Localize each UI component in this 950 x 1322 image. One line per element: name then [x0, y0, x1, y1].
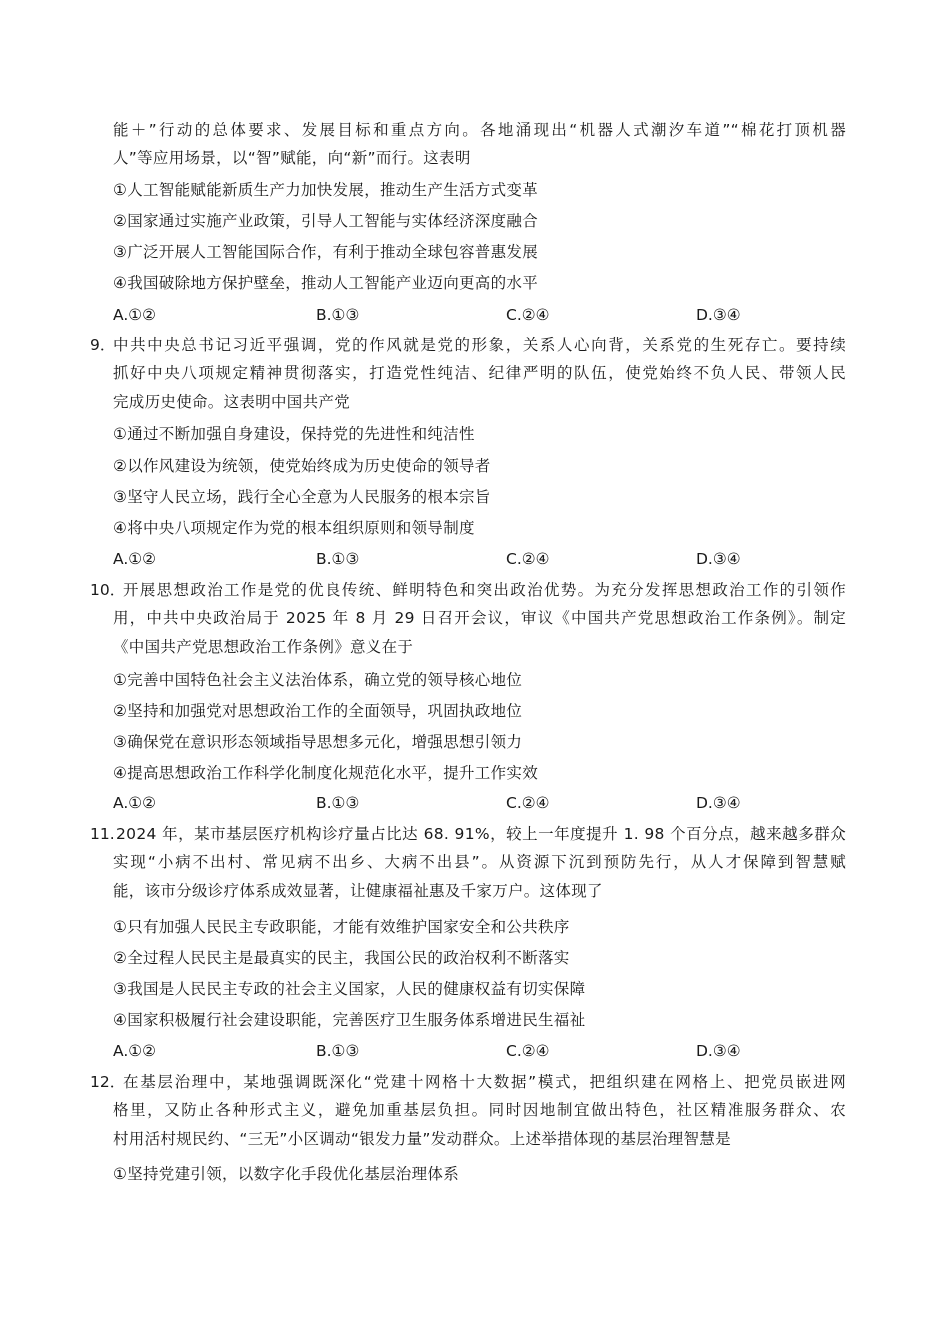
q9-option-b: B.①③	[316, 550, 360, 568]
q9-stem-line-1: 中共中央总书记习近平强调，党的作风就是党的形象，关系人心向背，关系党的生死存亡。要持续	[113, 336, 846, 354]
q11-option-d: D.③④	[696, 1042, 741, 1060]
q12-number: 12．	[90, 1073, 126, 1091]
q10-item-3: ③确保党在意识形态领域指导思想多元化，增强思想引领力	[113, 733, 523, 751]
q9-option-d: D.③④	[696, 550, 741, 568]
q11-option-b: B.①③	[316, 1042, 360, 1060]
q12-stem-line-3: 村用活村规民约、“三无”小区调动“银发力量”发动群众。上述举措体现的基层治理智慧是	[113, 1130, 731, 1148]
q10-stem-line-2: 用，中共中央政治局于 2025 年 8 月 29 日召开会议，审议《中国共产党思想政治工作条例》。制定	[113, 609, 846, 627]
q11-number: 11.	[90, 825, 115, 843]
q9-item-3: ③坚守人民立场，践行全心全意为人民服务的根本宗旨	[113, 488, 491, 506]
q8-option-c: C.②④	[506, 306, 550, 324]
q9-stem-line-3: 完成历史使命。这表明中国共产党	[113, 393, 351, 411]
q8-option-d: D.③④	[696, 306, 741, 324]
q8-option-a: A.①②	[113, 306, 157, 324]
q9-stem-line-2: 抓好中央八项规定精神贯彻落实，打造党性纯洁、纪律严明的队伍，使党始终不负人民、带领人民	[113, 364, 846, 382]
q10-option-a: A.①②	[113, 794, 157, 812]
q8-item-4: ④我国破除地方保护壁垒，推动人工智能产业迈向更高的水平	[113, 274, 538, 292]
q11-stem-line-1: 2024 年，某市基层医疗机构诊疗量占比达 68. 91%，较上一年度提升 1. 98 个百分点，越来越多群众	[116, 825, 846, 843]
q11-stem-line-3: 能，该市分级诊疗体系成效显著，让健康福祉惠及千家万户。这体现了	[113, 882, 603, 900]
q9-item-4: ④将中央八项规定作为党的根本组织原则和领导制度	[113, 519, 475, 537]
q8-stem-line-2: 人”等应用场景，以“智”赋能，向“新”而行。这表明	[113, 149, 471, 167]
q10-option-b: B.①③	[316, 794, 360, 812]
q8-option-b: B.①③	[316, 306, 360, 324]
q11-item-4: ④国家积极履行社会建设职能，完善医疗卫生服务体系增进民生福祉	[113, 1011, 586, 1029]
q10-stem-line-1: 开展思想政治工作是党的优良传统、鲜明特色和突出政治优势。为充分发挥思想政治工作的引领作	[123, 581, 846, 599]
q11-item-3: ③我国是人民民主专政的社会主义国家，人民的健康权益有切实保障	[113, 980, 586, 998]
q10-item-1: ①完善中国特色社会主义法治体系，确立党的领导核心地位	[113, 671, 523, 689]
q10-number: 10．	[90, 581, 126, 599]
q8-item-3: ③广泛开展人工智能国际合作，有利于推动全球包容普惠发展	[113, 243, 538, 261]
q8-stem-line-1: 能＋”行动的总体要求、发展目标和重点方向。各地涌现出“机器人式潮汐车道”“棉花打顶机器	[113, 121, 846, 139]
q11-item-1: ①只有加强人民民主专政职能，才能有效维护国家安全和公共秩序	[113, 918, 570, 936]
q11-stem-line-2: 实现“小病不出村、常见病不出乡、大病不出县”。从资源下沉到预防先行，从人才保障到智慧赋	[113, 853, 846, 871]
q12-stem-line-2: 格里，又防止各种形式主义，避免加重基层负担。同时因地制宜做出特色，社区精准服务群众、农	[113, 1101, 846, 1119]
q12-item-1: ①坚持党建引领，以数字化手段优化基层治理体系	[113, 1165, 459, 1183]
q9-item-1: ①通过不断加强自身建设，保持党的先进性和纯洁性	[113, 425, 475, 443]
q9-option-a: A.①②	[113, 550, 157, 568]
q9-number: 9．	[90, 336, 116, 354]
q12-stem-line-1: 在基层治理中，某地强调既深化“党建十网格十大数据”模式，把组织建在网格上、把党员嵌进网	[123, 1073, 846, 1091]
q10-stem-line-3: 《中国共产党思想政治工作条例》意义在于	[113, 638, 414, 656]
q8-item-1: ①人工智能赋能新质生产力加快发展，推动生产生活方式变革	[113, 181, 538, 199]
q8-item-2: ②国家通过实施产业政策，引导人工智能与实体经济深度融合	[113, 212, 538, 230]
q10-item-2: ②坚持和加强党对思想政治工作的全面领导，巩固执政地位	[113, 702, 523, 720]
q10-option-d: D.③④	[696, 794, 741, 812]
q10-option-c: C.②④	[506, 794, 550, 812]
q11-item-2: ②全过程人民民主是最真实的民主，我国公民的政治权利不断落实	[113, 949, 570, 967]
q11-option-c: C.②④	[506, 1042, 550, 1060]
q10-item-4: ④提高思想政治工作科学化制度化规范化水平，提升工作实效	[113, 764, 538, 782]
q11-option-a: A.①②	[113, 1042, 157, 1060]
q9-option-c: C.②④	[506, 550, 550, 568]
q9-item-2: ②以作风建设为统领，使党始终成为历史使命的领导者	[113, 457, 491, 475]
